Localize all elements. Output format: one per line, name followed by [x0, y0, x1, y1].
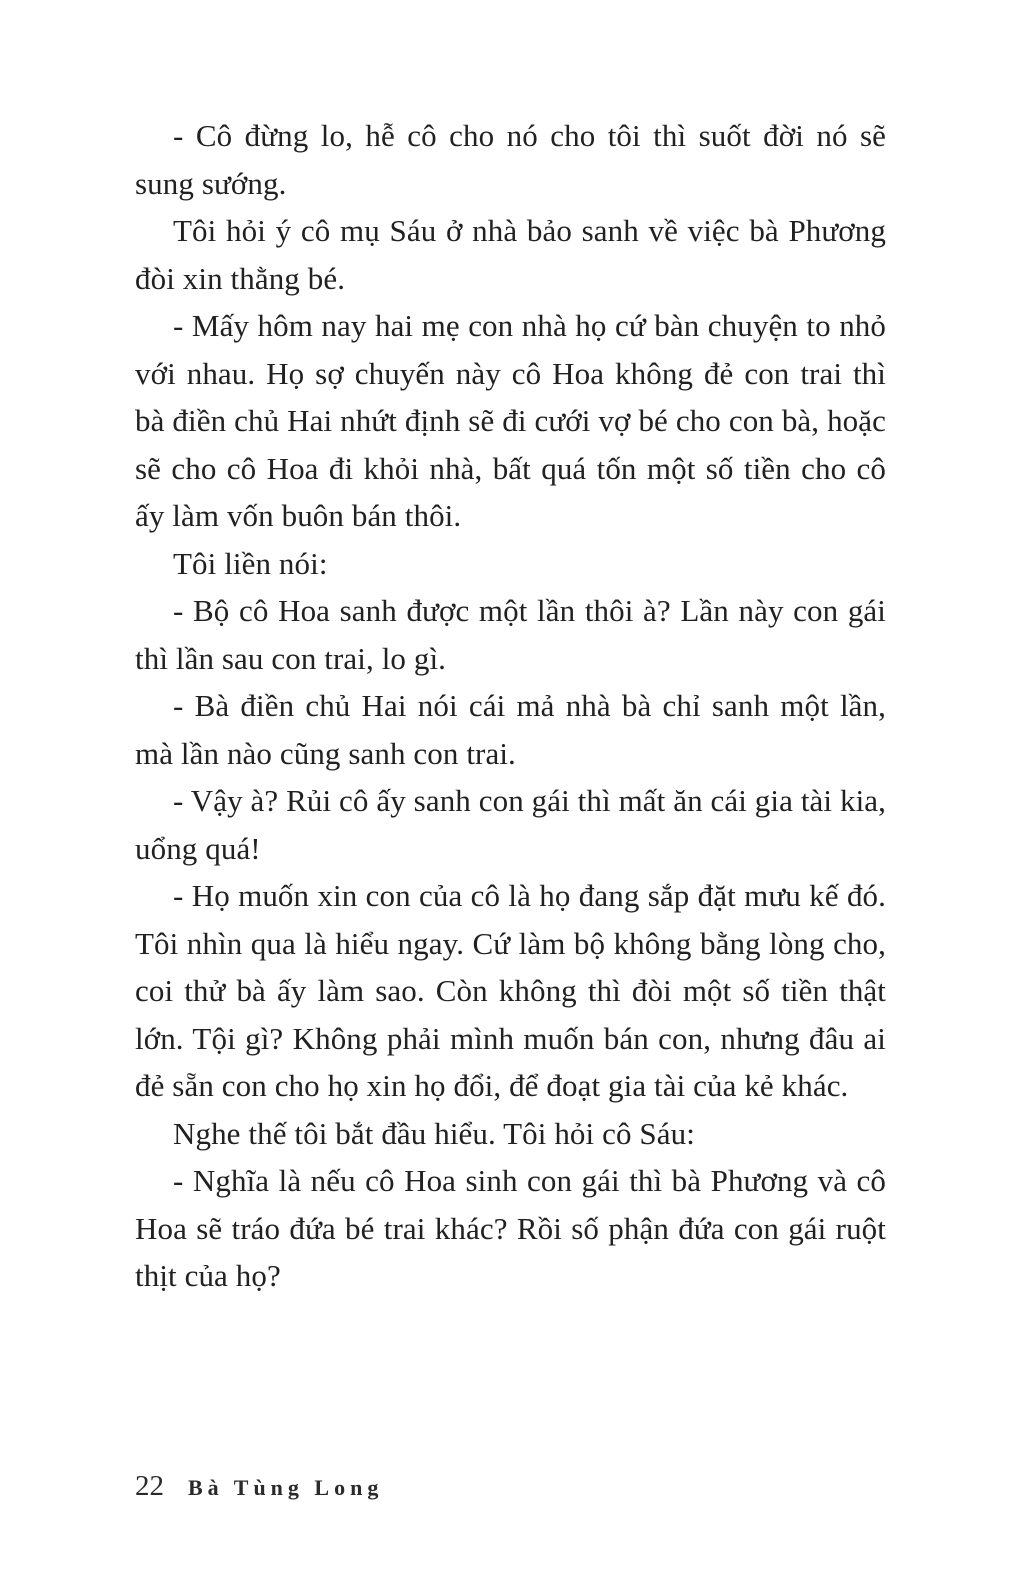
paragraph: - Cô đừng lo, hễ cô cho nó cho tôi thì suốt đời nó sẽ sung sướng.	[135, 118, 886, 201]
page-body	[135, 112, 886, 1300]
paragraph: - Bộ cô Hoa sanh được một lần thôi à? Lần này con gái thì lần sau con trai, lo gì.	[135, 593, 886, 676]
paragraph: Tôi hỏi ý cô mụ Sáu ở nhà bảo sanh về việc bà Phương đòi xin thằng bé.	[135, 213, 886, 296]
paragraph: - Họ muốn xin con của cô là họ đang sắp đặt mưu kế đó. Tôi nhìn qua là hiểu ngay. Cứ làm bộ không bằng lòng cho, coi thử bà ấy làm sao. Còn không thì đòi một số tiền thật lớn. Tội gì? Không phải mình muốn bán con, nhưng đâu ai đẻ sẵn con cho họ xin họ đổi, để đoạt gia tài của kẻ khác.	[135, 878, 886, 1103]
page-number: 22	[135, 1470, 164, 1502]
paragraph: - Vậy à? Rủi cô ấy sanh con gái thì mất ăn cái gia tài kia, uổng quá!	[135, 783, 886, 866]
book-title: Bà Tùng Long	[188, 1475, 384, 1500]
paragraph: - Mấy hôm nay hai mẹ con nhà họ cứ bàn chuyện to nhỏ với nhau. Họ sợ chuyến này cô Hoa không đẻ con trai thì bà điền chủ Hai nhứt định sẽ đi cưới vợ bé cho con bà, hoặc sẽ cho cô Hoa đi khỏi nhà, bất quá tốn một số tiền cho cô ấy làm vốn buôn bán thôi.	[135, 308, 886, 533]
paragraph: Tôi liền nói:	[173, 545, 328, 581]
paragraph: Nghe thế tôi bắt đầu hiểu. Tôi hỏi cô Sáu:	[173, 1115, 695, 1151]
page-footer	[135, 1470, 383, 1503]
paragraph: - Nghĩa là nếu cô Hoa sinh con gái thì bà Phương và cô Hoa sẽ tráo đứa bé trai khác? Rồi số phận đứa con gái ruột thịt của họ?	[135, 1163, 886, 1293]
paragraph: - Bà điền chủ Hai nói cái mả nhà bà chỉ sanh một lần, mà lần nào cũng sanh con trai.	[135, 688, 886, 771]
